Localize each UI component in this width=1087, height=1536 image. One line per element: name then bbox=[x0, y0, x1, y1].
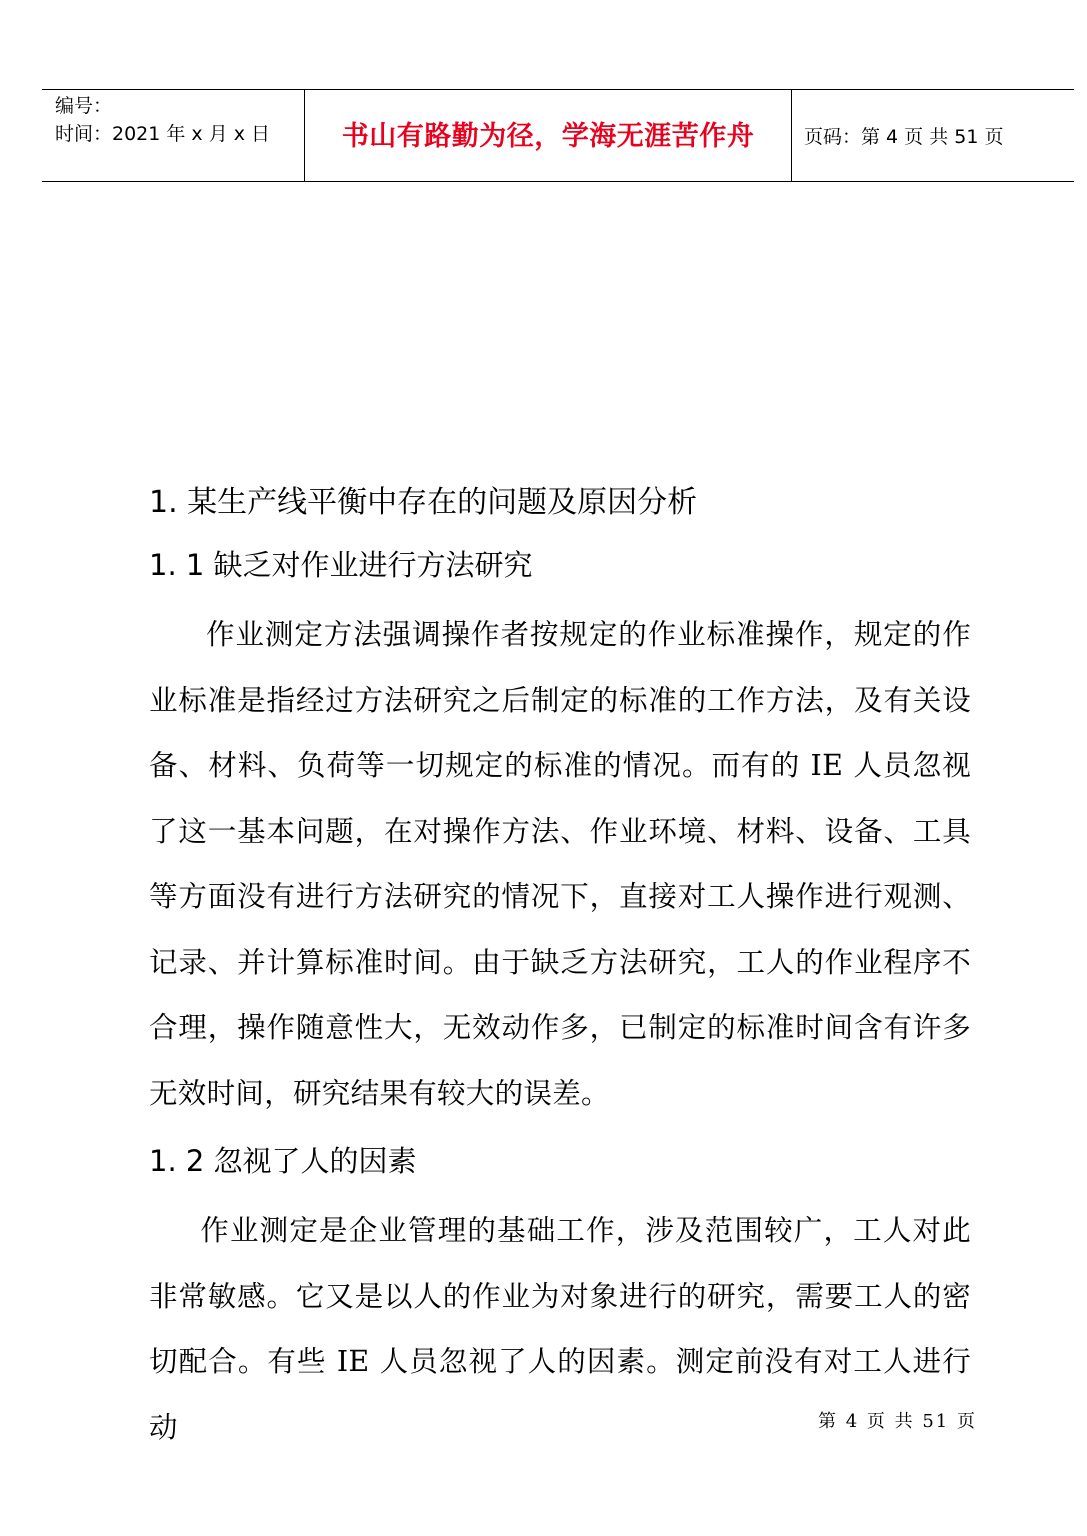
subsection-paragraph-1: 作业测定方法强调操作者按规定的作业标准操作，规定的作业标准是指经过方法研究之后制定的标准的工作方法，及有关设备、材料、负荷等一切规定的标准的情况。而有的 IE 人员忽视了这一基本问题，在对操作方法、作业环境、材料、设备、工具等方面没有进行方法研究的情况下，直接对工人操作进行观测、记录、并计算标准时间。由于缺乏方法研究，工人的作业程序不合理，操作随意性大，无效动作多，已制定的标准时间含有许多无效时间，研究结果有较大的误差。 bbox=[149, 618, 971, 1110]
header-motto-cell bbox=[305, 90, 792, 181]
subsection-title-2: 1. 2 忽视了人的因素 bbox=[149, 1144, 417, 1178]
subsection-title-1: 1. 1 缺乏对作业进行方法研究 bbox=[149, 548, 533, 582]
header-page-cell bbox=[792, 90, 1074, 181]
subsection-paragraph-2: 作业测定是企业管理的基础工作，涉及范围较广，工人对此非常敏感。它又是以人的作业为对象进行的研究，需要工人的密切配合。有些 IE 人员忽视了人的因素。测定前没有对工人进行动 bbox=[149, 1214, 971, 1444]
document-date: 时间：2021 年 x 月 x 日 bbox=[55, 123, 271, 145]
header-meta-cell bbox=[42, 90, 305, 181]
document-number-label: 编号： bbox=[55, 95, 113, 117]
header-page-number: 页码：第 4 页 共 51 页 bbox=[804, 126, 1004, 148]
document-header bbox=[42, 89, 1074, 182]
section-title: 1. 某生产线平衡中存在的问题及原因分析 bbox=[149, 485, 698, 520]
document-body bbox=[149, 480, 971, 1460]
page-footer: 第 4 页 共 51 页 bbox=[818, 1411, 977, 1432]
header-motto: 书山有路勤为径，学海无涯苦作舟 bbox=[341, 121, 755, 152]
